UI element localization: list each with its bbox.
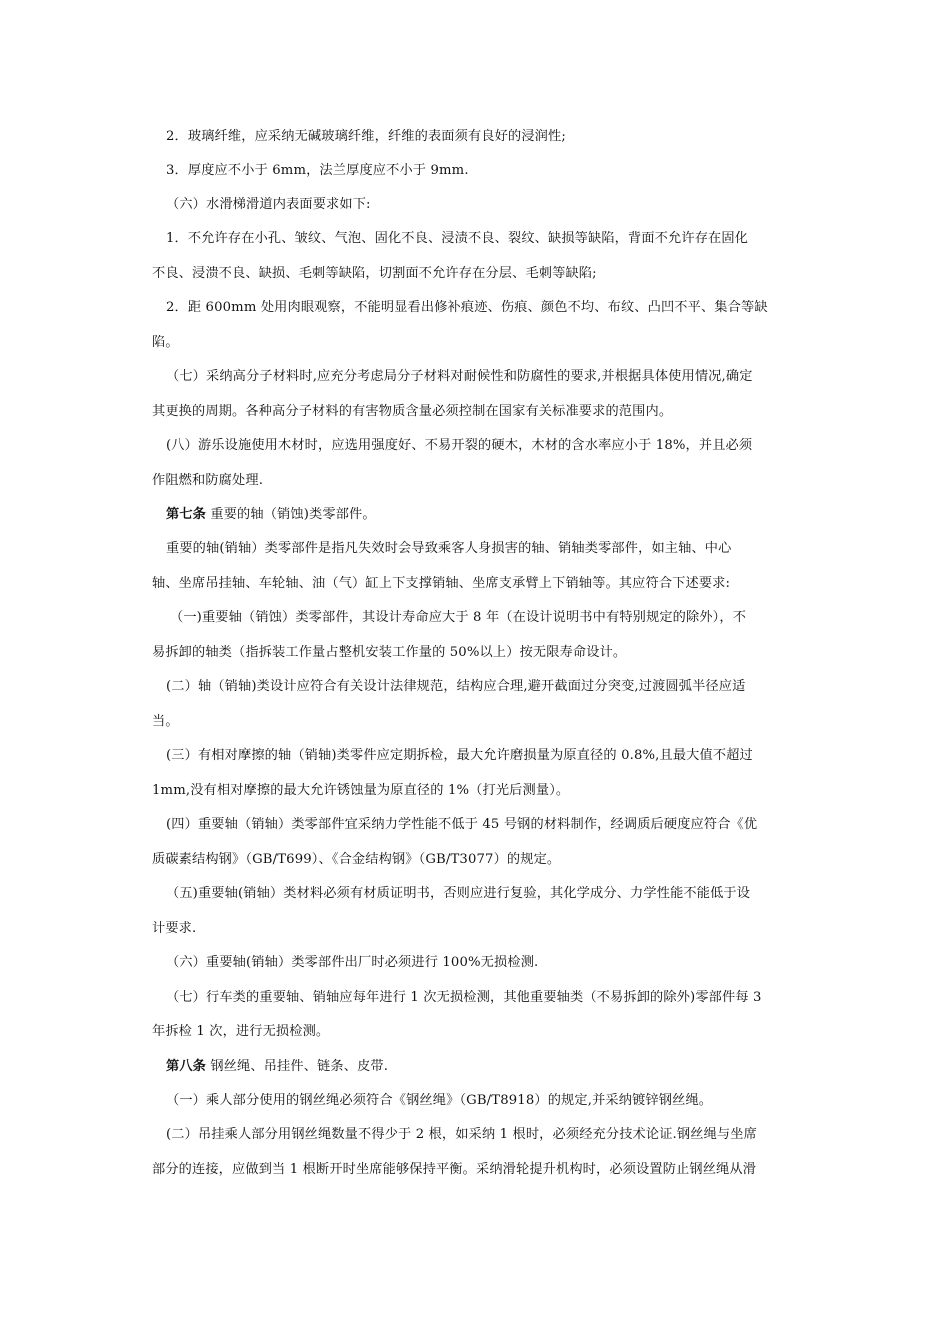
text-line: 重要的轴(销轴）类零部件是指凡失效时会导致乘客人身损害的轴、销轴类零部件，如主轴、中心	[166, 541, 732, 556]
article-8-title: 钢丝绳、吊挂件、链条、皮带.	[210, 1059, 389, 1074]
text-line: 其更换的周期。各种高分子材料的有害物质含量必须控制在国家有关标准要求的范围内。	[152, 404, 673, 419]
article-8-label: 第八条	[166, 1059, 207, 1074]
text-line: （七）采纳高分子材料时,应充分考虑局分子材料对耐候性和防腐性的要求,并根据具体使用情况,确定	[166, 369, 753, 384]
text-line: (三）有相对摩擦的轴（销轴)类零件应定期拆检，最大允许磨损量为原直径的 0.8%,且最大值不超过	[166, 748, 753, 763]
text-line: 1．不允许存在小孔、皱纹、气泡、固化不良、浸渍不良、裂纹、缺损等缺陷，背面不允许存在固化	[166, 231, 749, 246]
article-7-title: 重要的轴（销蚀)类零部件。	[210, 507, 376, 522]
text-line: 轴、坐席吊挂轴、车轮轴、油（气）缸上下支撑销轴、坐席支承臂上下销轴等。其应符合下述要求:	[152, 576, 731, 591]
article-heading	[166, 1058, 388, 1076]
text-line: （六）水滑梯滑道内表面要求如下:	[166, 197, 371, 212]
text-line: （七）行车类的重要轴、销轴应每年进行 1 次无损检测，其他重要轴类（不易拆卸的除外)零部件每 3	[166, 990, 762, 1005]
text-line: （一）乘人部分使用的钢丝绳必须符合《钢丝绳》（GB/T8918）的规定,并采纳镀锌钢丝绳。	[166, 1093, 713, 1108]
text-line: (八）游乐设施使用木材时，应选用强度好、不易开裂的硬木，木材的含水率应小于 18%，并且必须	[166, 438, 753, 453]
text-line: （六）重要轴(销轴）类零部件出厂时必须进行 100%无损检测.	[166, 955, 539, 970]
text-line: 陷。	[152, 335, 179, 350]
article-heading	[166, 506, 376, 524]
text-line: 不良、浸溃不良、缺损、毛刺等缺陷，切割面不允许存在分层、毛刺等缺陷;	[152, 266, 597, 281]
text-line: 2．距 600mm 处用肉眼观察，不能明显看出修补痕迹、伤痕、颜色不均、布纹、凸凹不平、集合等缺	[166, 300, 768, 315]
text-line: （一)重要轴（销蚀）类零部件，其设计寿命应大于 8 年（在设计说明书中有特别规定的除外），不	[170, 610, 747, 625]
text-line: (四）重要轴（销轴）类零部件宜采纳力学性能不低于 45 号钢的材料制作，经调质后硬度应符合《优	[166, 817, 758, 832]
text-line: 2．玻璃纤维，应采纳无碱玻璃纤维，纤维的表面须有良好的浸润性;	[166, 129, 566, 144]
article-7-label: 第七条	[166, 507, 207, 522]
text-line: 3．厚度应不小于 6mm，法兰厚度应不小于 9mm.	[166, 163, 469, 178]
text-line: (二）吊挂乘人部分用钢丝绳数量不得少于 2 根，如采纳 1 根时，必须经充分技术论证.钢丝绳与坐席	[166, 1127, 757, 1142]
text-line: 质碳素结构钢》（GB/T699）、《合金结构钢》（GB/T3077）的规定。	[152, 852, 561, 867]
text-line: 部分的连接，应做到当 1 根断开时坐席能够保持平衡。采纳滑轮提升机构时，必须设置防止钢丝绳从滑	[152, 1162, 757, 1177]
text-line: 作阻燃和防腐处理.	[152, 473, 264, 488]
text-line: 年拆检 1 次，进行无损检测。	[152, 1024, 330, 1039]
text-line: （五)重要轴(销轴）类材料必须有材质证明书，否则应进行复验，其化学成分、力学性能不能低于设	[166, 886, 751, 901]
text-line: 易拆卸的轴类（指拆装工作量占整机安装工作量的 50%以上）按无限寿命设计。	[152, 645, 627, 660]
text-line: (二）轴（销轴)类设计应符合有关设计法律规范，结构应合理,避开截面过分突变,过渡圆弧半径应适	[166, 679, 746, 694]
text-line: 当。	[152, 714, 179, 729]
text-line: 计要求.	[152, 921, 197, 936]
text-line: 1mm,没有相对摩擦的最大允许锈蚀量为原直径的 1%（打光后测量）。	[152, 783, 570, 798]
